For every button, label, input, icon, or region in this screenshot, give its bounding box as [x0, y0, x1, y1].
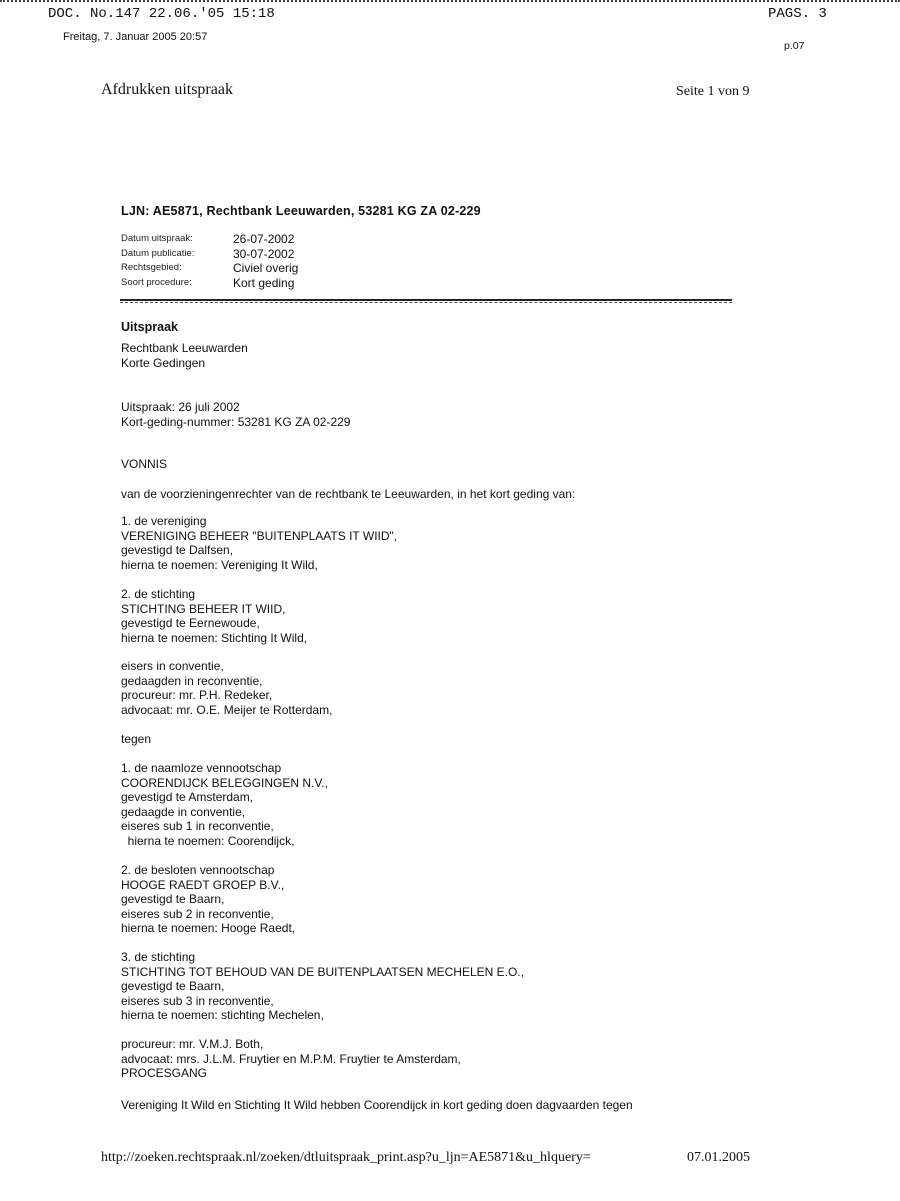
text-line: procureur: mr. V.M.J. Both,: [121, 1037, 264, 1051]
meta-label: Datum publicatie:: [121, 248, 195, 259]
meta-value: 30-07-2002: [233, 247, 295, 261]
court-block: [121, 341, 248, 370]
text-line: HOOGE RAEDT GROEP B.V.,: [121, 877, 285, 892]
text-line: STICHTING BEHEER IT WIID,: [121, 601, 286, 616]
defendant-1-block: [121, 761, 328, 849]
text-line: Uitspraak: 26 juli 2002: [121, 400, 240, 414]
meta-label: Rechtsgebied:: [121, 262, 182, 273]
text-line: VERENIGING BEHEER "BUITENPLAATS IT WIID",: [121, 528, 398, 543]
footer-date: 07.01.2005: [687, 1150, 750, 1165]
fax-timestamp: Freitag, 7. Januar 2005 20:57: [63, 31, 208, 43]
text-line: eiseres sub 1 in reconventie,: [121, 819, 274, 834]
footer-url: http://zoeken.rechtspraak.nl/zoeken/dtluitspraak_print.asp?u_ljn=AE5871&u_hlquery=: [101, 1150, 591, 1165]
print-page-info: Seite 1 von 9: [676, 84, 750, 99]
fax-page-code: p.07: [784, 40, 805, 52]
text-line: eiseres sub 2 in reconventie,: [121, 906, 274, 921]
text-line: gevestigd te Amsterdam,: [121, 790, 254, 805]
tegen-line: tegen: [121, 732, 152, 746]
text-line: advocaat: mrs. J.L.M. Fruytier en M.P.M. Fruytier te Amsterdam,: [121, 1051, 461, 1066]
text-line: 1. de vereniging: [121, 514, 207, 528]
text-line: hierna te noemen: Hooge Raedt,: [121, 921, 296, 936]
text-line: 3. de stichting: [121, 950, 196, 964]
text-line: Rechtbank Leeuwarden: [121, 341, 248, 355]
text-line: 2. de besloten vennootschap: [121, 863, 275, 877]
fax-dotted-border: [0, 0, 900, 2]
meta-value: Civiel overig: [233, 261, 299, 275]
print-header-title: Afdrukken uitspraak: [101, 81, 233, 98]
intro-line: van de voorzieningenrechter van de rechtbank te Leeuwarden, in het kort geding van:: [121, 487, 576, 501]
meta-divider: [120, 299, 732, 301]
party-2-block: [121, 587, 307, 645]
text-line: Kort-geding-nummer: 53281 KG ZA 02-229: [121, 414, 351, 429]
text-line: gevestigd te Baarn,: [121, 892, 225, 907]
meta-label: Datum uitspraak:: [121, 233, 193, 244]
text-line: hierna te noemen: Vereniging It Wild,: [121, 557, 318, 572]
text-line: STICHTING TOT BEHOUD VAN DE BUITENPLAATSEN MECHELEN E.O.,: [121, 964, 524, 979]
party-1-block: [121, 514, 397, 572]
text-line: eiseres sub 3 in reconventie,: [121, 993, 274, 1008]
text-line: advocaat: mr. O.E. Meijer te Rotterdam,: [121, 702, 333, 717]
text-line: 2. de stichting: [121, 587, 196, 601]
case-title: LJN: AE5871, Rechtbank Leeuwarden, 53281 KG ZA 02-229: [121, 204, 481, 218]
text-line: 1. de naamloze vennootschap: [121, 761, 282, 775]
defense-counsel-block: [121, 1037, 461, 1081]
defendant-3-block: [121, 950, 524, 1023]
meta-value: 26-07-2002: [233, 232, 295, 246]
text-line: hierna te noemen: Stichting It Wild,: [121, 630, 308, 645]
text-line: procureur: mr. P.H. Redeker,: [121, 688, 273, 703]
defendant-2-block: [121, 863, 295, 936]
text-line: gevestigd te Dalfsen,: [121, 543, 234, 558]
procedure-paragraph: Vereniging It Wild en Stichting It Wild hebben Coorendijck in kort geding doen dagvaarden tegen: [121, 1098, 633, 1112]
text-line: gevestigd te Baarn,: [121, 979, 225, 994]
text-line: Korte Gedingen: [121, 355, 206, 370]
vonnis-heading: VONNIS: [121, 457, 168, 471]
text-line: gevestigd te Eernewoude,: [121, 616, 260, 631]
text-line: hierna te noemen: stichting Mechelen,: [121, 1008, 324, 1023]
text-line: gedaagde in conventie,: [121, 804, 246, 819]
text-line: COORENDIJCK BELEGGINGEN N.V.,: [121, 775, 328, 790]
text-line: eisers in conventie,: [121, 659, 224, 673]
meta-divider-shadow: [120, 302, 732, 303]
fax-header-right: PAGS. 3: [768, 6, 827, 22]
meta-label: Soort procedure:: [121, 277, 192, 288]
ruling-block: [121, 400, 350, 429]
meta-value: Kort geding: [233, 276, 295, 290]
section-heading: Uitspraak: [121, 320, 178, 334]
text-line: gedaagden in reconventie,: [121, 673, 263, 688]
fax-header-left: DOC. No.147 22.06.'05 15:18: [48, 6, 275, 22]
claimants-block: [121, 659, 332, 717]
text-line: PROCESGANG: [121, 1066, 208, 1081]
text-line: hierna te noemen: Coorendijck,: [121, 833, 295, 848]
